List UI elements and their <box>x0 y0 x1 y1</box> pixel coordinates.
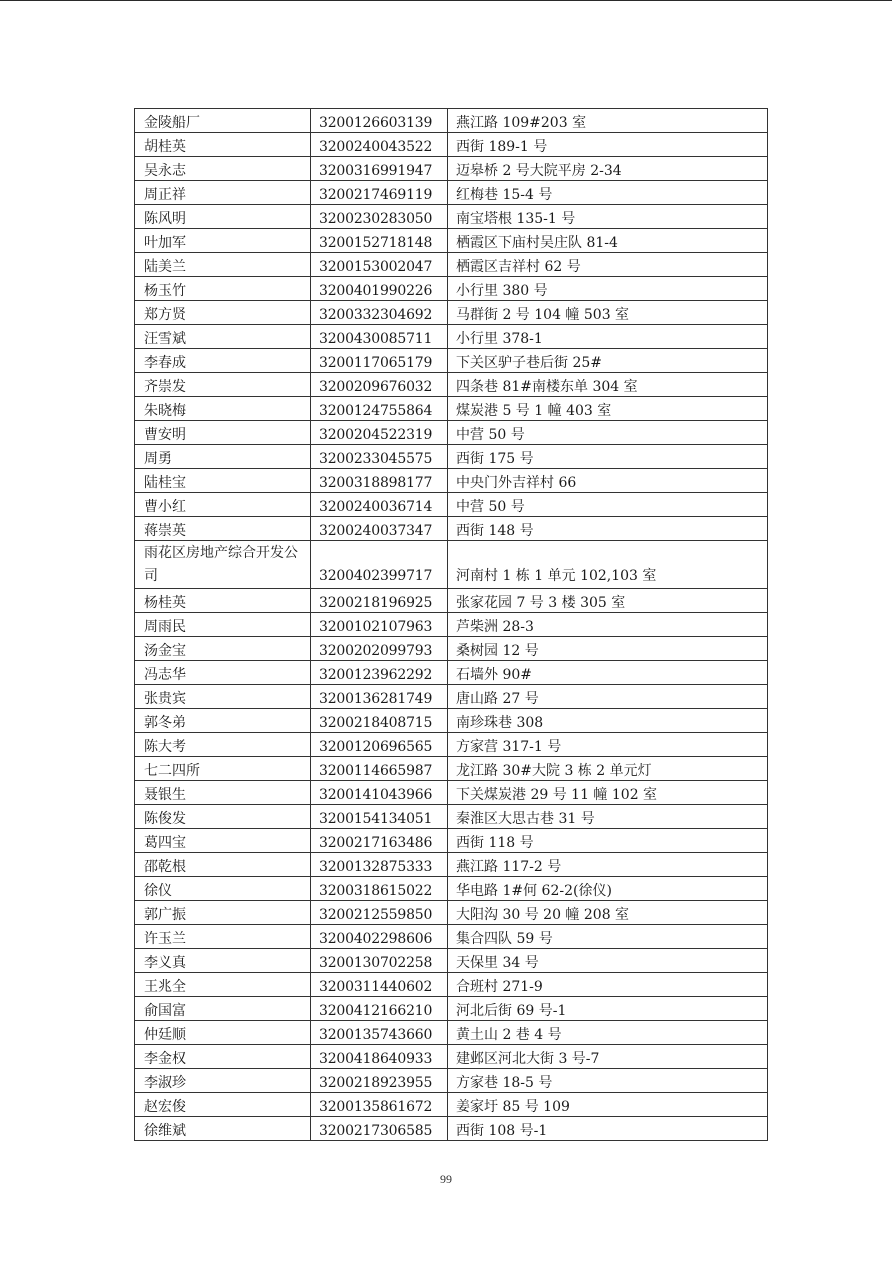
account-code-cell: 3200132875333 <box>311 853 448 877</box>
account-code-cell: 3200204522319 <box>311 421 448 445</box>
table-row <box>135 637 768 661</box>
address-cell: 西街 189-1 号 <box>448 133 768 157</box>
records-table <box>134 108 768 1141</box>
page-number: 99 <box>440 1172 452 1186</box>
table-row <box>135 925 768 949</box>
holder-name-cell: 李春成 <box>135 349 311 373</box>
table-row <box>135 781 768 805</box>
top-border-line <box>0 0 892 1</box>
address-cell: 栖霞区吉祥村 62 号 <box>448 253 768 277</box>
address-cell: 芦柴洲 28-3 <box>448 613 768 637</box>
table-row <box>135 469 768 493</box>
holder-name-cell: 葛四宝 <box>135 829 311 853</box>
address-cell: 方家营 317-1 号 <box>448 733 768 757</box>
address-cell: 西街 148 号 <box>448 517 768 541</box>
table-row <box>135 685 768 709</box>
holder-name-cell: 周雨民 <box>135 613 311 637</box>
holder-name-cell: 吴永志 <box>135 157 311 181</box>
holder-name-cell: 邵乾根 <box>135 853 311 877</box>
address-cell: 龙江路 30#大院 3 栋 2 单元灯 <box>448 757 768 781</box>
account-code-cell: 3200126603139 <box>311 109 448 133</box>
account-code-cell: 3200418640933 <box>311 1045 448 1069</box>
address-cell: 黄土山 2 巷 4 号 <box>448 1021 768 1045</box>
table-row <box>135 397 768 421</box>
address-cell: 燕江路 109#203 室 <box>448 109 768 133</box>
table-row <box>135 1021 768 1045</box>
table-row <box>135 901 768 925</box>
holder-name-cell: 郭冬弟 <box>135 709 311 733</box>
account-code-cell: 3200114665987 <box>311 757 448 781</box>
account-code-cell: 3200152718148 <box>311 229 448 253</box>
table-row <box>135 301 768 325</box>
address-cell: 小行里 380 号 <box>448 277 768 301</box>
address-cell: 马群街 2 号 104 幢 503 室 <box>448 301 768 325</box>
holder-name-cell: 李金权 <box>135 1045 311 1069</box>
holder-name-cell: 徐仪 <box>135 877 311 901</box>
account-code-cell: 3200240043522 <box>311 133 448 157</box>
address-cell: 华电路 1#何 62-2(徐仪) <box>448 877 768 901</box>
table-row <box>135 733 768 757</box>
holder-name-cell: 郑方贤 <box>135 301 311 325</box>
address-cell: 集合四队 59 号 <box>448 925 768 949</box>
table-row <box>135 133 768 157</box>
account-code-cell: 3200120696565 <box>311 733 448 757</box>
holder-name-cell: 赵宏俊 <box>135 1093 311 1117</box>
address-cell: 石墙外 90# <box>448 661 768 685</box>
table-row <box>135 757 768 781</box>
account-code-cell: 3200141043966 <box>311 781 448 805</box>
account-code-cell: 3200218923955 <box>311 1069 448 1093</box>
address-cell: 大阳沟 30 号 20 幢 208 室 <box>448 901 768 925</box>
account-code-cell: 3200202099793 <box>311 637 448 661</box>
address-cell: 西街 175 号 <box>448 445 768 469</box>
account-code-cell: 3200217163486 <box>311 829 448 853</box>
table-row <box>135 109 768 133</box>
holder-name-cell: 杨玉竹 <box>135 277 311 301</box>
address-cell: 迈皋桥 2 号大院平房 2-34 <box>448 157 768 181</box>
table-row <box>135 181 768 205</box>
table-row <box>135 229 768 253</box>
address-cell: 下关区驴子巷后街 25# <box>448 349 768 373</box>
holder-name-cell: 徐维斌 <box>135 1117 311 1141</box>
table-row <box>135 949 768 973</box>
account-code-cell: 3200117065179 <box>311 349 448 373</box>
account-code-cell: 3200318615022 <box>311 877 448 901</box>
holder-name-cell: 金陵船厂 <box>135 109 311 133</box>
address-cell: 唐山路 27 号 <box>448 685 768 709</box>
account-code-cell: 3200316991947 <box>311 157 448 181</box>
account-code-cell: 3200212559850 <box>311 901 448 925</box>
account-code-cell: 3200130702258 <box>311 949 448 973</box>
account-code-cell: 3200402399717 <box>311 541 448 589</box>
account-code-cell: 3200209676032 <box>311 373 448 397</box>
holder-name-cell: 七二四所 <box>135 757 311 781</box>
address-cell: 南宝塔根 135-1 号 <box>448 205 768 229</box>
table-row <box>135 325 768 349</box>
holder-name-cell: 齐崇发 <box>135 373 311 397</box>
holder-name-cell: 周正祥 <box>135 181 311 205</box>
address-cell: 河南村 1 栋 1 单元 102,103 室 <box>448 541 768 589</box>
table-row <box>135 1069 768 1093</box>
holder-name-cell: 杨桂英 <box>135 589 311 613</box>
holder-name-cell: 汪雪斌 <box>135 325 311 349</box>
account-code-cell: 3200217306585 <box>311 1117 448 1141</box>
holder-name-cell: 蒋崇英 <box>135 517 311 541</box>
address-cell: 栖霞区下庙村吴庄队 81-4 <box>448 229 768 253</box>
holder-name-cell: 周勇 <box>135 445 311 469</box>
table-row <box>135 277 768 301</box>
address-cell: 煤炭港 5 号 1 幢 403 室 <box>448 397 768 421</box>
holder-name-cell: 俞国富 <box>135 997 311 1021</box>
table-row <box>135 1093 768 1117</box>
address-cell: 中营 50 号 <box>448 421 768 445</box>
table-row <box>135 829 768 853</box>
holder-name-cell: 李义真 <box>135 949 311 973</box>
account-code-cell: 3200153002047 <box>311 253 448 277</box>
table-row <box>135 661 768 685</box>
address-cell: 秦淮区大思古巷 31 号 <box>448 805 768 829</box>
table-row <box>135 517 768 541</box>
holder-name-cell: 冯志华 <box>135 661 311 685</box>
holder-name-cell: 陆美兰 <box>135 253 311 277</box>
holder-name-cell: 陈俊发 <box>135 805 311 829</box>
account-code-cell: 3200218196925 <box>311 589 448 613</box>
address-cell: 红梅巷 15-4 号 <box>448 181 768 205</box>
holder-name-cell: 叶加军 <box>135 229 311 253</box>
holder-name-cell: 胡桂英 <box>135 133 311 157</box>
account-code-cell: 3200240037347 <box>311 517 448 541</box>
holder-name-cell: 陈风明 <box>135 205 311 229</box>
account-code-cell: 3200135861672 <box>311 1093 448 1117</box>
holder-name-cell: 陆桂宝 <box>135 469 311 493</box>
address-cell: 张家花园 7 号 3 楼 305 室 <box>448 589 768 613</box>
holder-name-cell: 仲廷顺 <box>135 1021 311 1045</box>
address-cell: 河北后街 69 号-1 <box>448 997 768 1021</box>
address-cell: 方家巷 18-5 号 <box>448 1069 768 1093</box>
holder-name-cell: 朱晓梅 <box>135 397 311 421</box>
address-cell: 姜家圩 85 号 109 <box>448 1093 768 1117</box>
account-code-cell: 3200240036714 <box>311 493 448 517</box>
address-cell: 燕江路 117-2 号 <box>448 853 768 877</box>
table-row <box>135 853 768 877</box>
address-cell: 西街 108 号-1 <box>448 1117 768 1141</box>
account-code-cell: 3200412166210 <box>311 997 448 1021</box>
account-code-cell: 3200430085711 <box>311 325 448 349</box>
holder-name-cell: 陈大考 <box>135 733 311 757</box>
account-code-cell: 3200311440602 <box>311 973 448 997</box>
address-cell: 桑树园 12 号 <box>448 637 768 661</box>
table-row <box>135 541 768 589</box>
account-code-cell: 3200401990226 <box>311 277 448 301</box>
records-table-body <box>135 109 768 1141</box>
account-code-cell: 3200217469119 <box>311 181 448 205</box>
account-code-cell: 3200135743660 <box>311 1021 448 1045</box>
holder-name-cell: 张贵宾 <box>135 685 311 709</box>
holder-name-cell: 李淑珍 <box>135 1069 311 1093</box>
account-code-cell: 3200318898177 <box>311 469 448 493</box>
account-code-cell: 3200233045575 <box>311 445 448 469</box>
address-cell: 中央门外吉祥村 66 <box>448 469 768 493</box>
account-code-cell: 3200402298606 <box>311 925 448 949</box>
account-code-cell: 3200218408715 <box>311 709 448 733</box>
table-row <box>135 421 768 445</box>
holder-name-cell: 聂银生 <box>135 781 311 805</box>
holder-name-cell: 曹安明 <box>135 421 311 445</box>
table-row <box>135 445 768 469</box>
address-cell: 天保里 34 号 <box>448 949 768 973</box>
table-row <box>135 877 768 901</box>
account-code-cell: 3200136281749 <box>311 685 448 709</box>
account-code-cell: 3200230283050 <box>311 205 448 229</box>
table-row <box>135 373 768 397</box>
holder-name-cell: 汤金宝 <box>135 637 311 661</box>
table-row <box>135 349 768 373</box>
holder-name-cell: 许玉兰 <box>135 925 311 949</box>
table-row <box>135 1117 768 1141</box>
holder-name-cell: 雨花区房地产综合开发公司 <box>135 541 311 589</box>
address-cell: 下关煤炭港 29 号 11 幢 102 室 <box>448 781 768 805</box>
address-cell: 小行里 378-1 <box>448 325 768 349</box>
table-row <box>135 613 768 637</box>
address-cell: 四条巷 81#南楼东单 304 室 <box>448 373 768 397</box>
table-row <box>135 493 768 517</box>
account-code-cell: 3200124755864 <box>311 397 448 421</box>
address-cell: 建邺区河北大街 3 号-7 <box>448 1045 768 1069</box>
holder-name-cell: 郭广振 <box>135 901 311 925</box>
address-cell: 合班村 271-9 <box>448 973 768 997</box>
table-row <box>135 709 768 733</box>
holder-name-cell: 曹小红 <box>135 493 311 517</box>
account-code-cell: 3200102107963 <box>311 613 448 637</box>
table-row <box>135 973 768 997</box>
holder-name-cell: 王兆全 <box>135 973 311 997</box>
account-code-cell: 3200123962292 <box>311 661 448 685</box>
table-row <box>135 997 768 1021</box>
account-code-cell: 3200332304692 <box>311 301 448 325</box>
address-cell: 南珍珠巷 308 <box>448 709 768 733</box>
table-row <box>135 805 768 829</box>
table-row <box>135 253 768 277</box>
account-code-cell: 3200154134051 <box>311 805 448 829</box>
table-row <box>135 205 768 229</box>
table-row <box>135 157 768 181</box>
address-cell: 西街 118 号 <box>448 829 768 853</box>
table-row <box>135 589 768 613</box>
address-cell: 中营 50 号 <box>448 493 768 517</box>
table-row <box>135 1045 768 1069</box>
